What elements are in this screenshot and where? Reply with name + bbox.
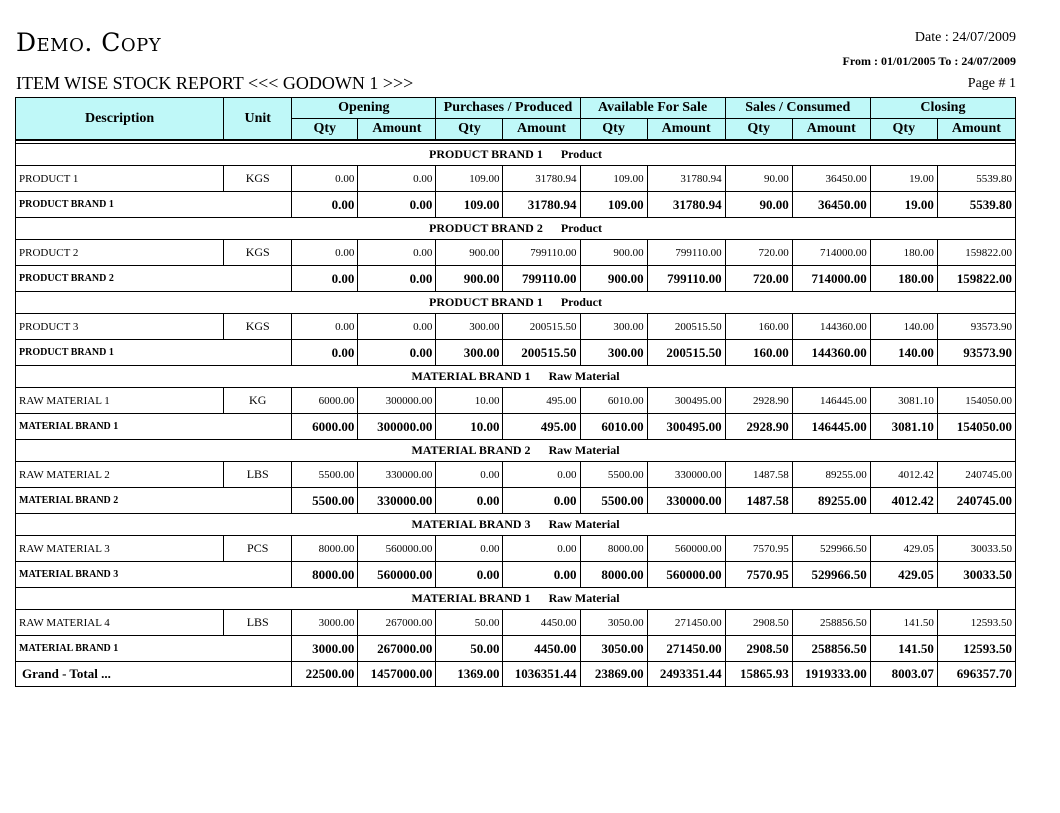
header-amount: Amount (647, 119, 725, 141)
item-value-cell: 5539.80 (937, 166, 1015, 192)
header-description: Description (16, 98, 224, 141)
subtotal-value-cell: 7570.95 (725, 562, 792, 588)
subtotal-value-cell: 5500.00 (580, 488, 647, 514)
group-header-row (16, 144, 1016, 166)
item-value-cell: 4012.42 (870, 462, 937, 488)
item-value-cell: 560000.00 (358, 536, 436, 562)
item-value-cell: 200515.50 (503, 314, 580, 340)
grand-total-value-cell: 1036351.44 (503, 662, 580, 687)
subtotal-value-cell: 0.00 (436, 488, 503, 514)
grand-total-value-cell: 15865.93 (725, 662, 792, 687)
group-header-row (16, 292, 1016, 314)
item-description: PRODUCT 3 (16, 314, 224, 340)
subtotal-value-cell: 2908.50 (725, 636, 792, 662)
item-value-cell: 50.00 (436, 610, 503, 636)
item-value-cell: 160.00 (725, 314, 792, 340)
item-unit: KGS (224, 166, 292, 192)
header-qty: Qty (870, 119, 937, 141)
item-unit: KG (224, 388, 292, 414)
item-row (16, 536, 1016, 562)
group-header-cell (16, 588, 1016, 610)
subtotal-value-cell: 10.00 (436, 414, 503, 440)
header-qty: Qty (580, 119, 647, 141)
header-qty: Qty (436, 119, 503, 141)
grand-total-value-cell: 8003.07 (870, 662, 937, 687)
subtotal-value-cell: 0.00 (358, 340, 436, 366)
group-type: Raw Material (548, 443, 620, 457)
header-group-closing: Closing (870, 98, 1015, 119)
item-value-cell: 109.00 (580, 166, 647, 192)
item-value-cell: 429.05 (870, 536, 937, 562)
header-group-purchases: Purchases / Produced (436, 98, 580, 119)
group-name: PRODUCT BRAND 2 (429, 221, 543, 235)
subtotal-value-cell: 0.00 (292, 266, 358, 292)
subtotal-value-cell: 6000.00 (292, 414, 358, 440)
item-value-cell: 8000.00 (580, 536, 647, 562)
item-value-cell: 0.00 (358, 240, 436, 266)
header-amount: Amount (937, 119, 1015, 141)
subtotal-description: MATERIAL BRAND 1 (16, 414, 292, 440)
grand-total-value-cell: 23869.00 (580, 662, 647, 687)
subtotal-value-cell: 529966.50 (792, 562, 870, 588)
subtotal-value-cell: 429.05 (870, 562, 937, 588)
subtotal-description: MATERIAL BRAND 2 (16, 488, 292, 514)
subtotal-value-cell: 31780.94 (647, 192, 725, 218)
item-value-cell: 89255.00 (792, 462, 870, 488)
subtotal-description: PRODUCT BRAND 1 (16, 340, 292, 366)
item-value-cell: 8000.00 (292, 536, 358, 562)
subtotal-value-cell: 714000.00 (792, 266, 870, 292)
subtotal-value-cell: 300000.00 (358, 414, 436, 440)
subtotal-value-cell: 300.00 (580, 340, 647, 366)
subtotal-value-cell: 0.00 (503, 488, 580, 514)
item-value-cell: 141.50 (870, 610, 937, 636)
item-unit: PCS (224, 536, 292, 562)
item-value-cell: 140.00 (870, 314, 937, 340)
item-description: RAW MATERIAL 2 (16, 462, 224, 488)
item-value-cell: 799110.00 (503, 240, 580, 266)
subtotal-value-cell: 300.00 (436, 340, 503, 366)
subtotal-description: MATERIAL BRAND 3 (16, 562, 292, 588)
header-amount: Amount (358, 119, 436, 141)
subtotal-value-cell: 180.00 (870, 266, 937, 292)
page-number: Page # 1 (967, 76, 1016, 91)
header-group-sales: Sales / Consumed (725, 98, 870, 119)
item-description: RAW MATERIAL 4 (16, 610, 224, 636)
report-title: ITEM WISE STOCK REPORT <<< GODOWN 1 >>> (16, 73, 414, 93)
report-date-range: From : 01/01/2005 To : 24/07/2009 (842, 54, 1016, 68)
item-value-cell: 330000.00 (647, 462, 725, 488)
item-value-cell: 240745.00 (937, 462, 1015, 488)
item-value-cell: 109.00 (436, 166, 503, 192)
item-description: RAW MATERIAL 3 (16, 536, 224, 562)
group-header-cell (16, 440, 1016, 462)
item-unit: LBS (224, 462, 292, 488)
subtotal-value-cell: 0.00 (358, 266, 436, 292)
subtotal-value-cell: 799110.00 (503, 266, 580, 292)
subtotal-value-cell: 90.00 (725, 192, 792, 218)
subtotal-value-cell: 900.00 (580, 266, 647, 292)
grand-total-value-cell: 22500.00 (292, 662, 358, 687)
subtotal-value-cell: 109.00 (436, 192, 503, 218)
subtotal-value-cell: 30033.50 (937, 562, 1015, 588)
subtotal-row (16, 562, 1016, 588)
subtotal-value-cell: 0.00 (436, 562, 503, 588)
subtotal-row (16, 488, 1016, 514)
group-header-cell (16, 292, 1016, 314)
subtotal-value-cell: 200515.50 (503, 340, 580, 366)
group-name: PRODUCT BRAND 1 (429, 295, 543, 309)
grand-total-row (16, 662, 1016, 687)
subtotal-value-cell: 154050.00 (937, 414, 1015, 440)
item-value-cell: 93573.90 (937, 314, 1015, 340)
item-description: RAW MATERIAL 1 (16, 388, 224, 414)
item-value-cell: 12593.50 (937, 610, 1015, 636)
item-value-cell: 495.00 (503, 388, 580, 414)
item-value-cell: 0.00 (358, 166, 436, 192)
header-amount: Amount (503, 119, 580, 141)
item-value-cell: 900.00 (436, 240, 503, 266)
item-value-cell: 0.00 (503, 536, 580, 562)
item-value-cell: 10.00 (436, 388, 503, 414)
group-header-row (16, 514, 1016, 536)
subtotal-row (16, 266, 1016, 292)
grand-total-value-cell: 1919333.00 (792, 662, 870, 687)
item-value-cell: 5500.00 (292, 462, 358, 488)
subtotal-row (16, 340, 1016, 366)
subtotal-value-cell: 146445.00 (792, 414, 870, 440)
item-value-cell: 714000.00 (792, 240, 870, 266)
group-header-cell (16, 144, 1016, 166)
subtotal-value-cell: 160.00 (725, 340, 792, 366)
group-name: MATERIAL BRAND 2 (411, 443, 531, 457)
subtotal-value-cell: 5539.80 (937, 192, 1015, 218)
subtotal-value-cell: 3081.10 (870, 414, 937, 440)
subtotal-value-cell: 267000.00 (358, 636, 436, 662)
group-name: PRODUCT BRAND 1 (429, 147, 543, 161)
group-header-cell (16, 366, 1016, 388)
item-value-cell: 3000.00 (292, 610, 358, 636)
item-value-cell: 1487.58 (725, 462, 792, 488)
subtotal-value-cell: 300495.00 (647, 414, 725, 440)
group-header-row (16, 588, 1016, 610)
group-type: Raw Material (548, 517, 620, 531)
item-row (16, 462, 1016, 488)
grand-total-value-cell: 696357.70 (937, 662, 1015, 687)
subtotal-value-cell: 799110.00 (647, 266, 725, 292)
item-value-cell: 267000.00 (358, 610, 436, 636)
item-value-cell: 159822.00 (937, 240, 1015, 266)
item-value-cell: 300.00 (436, 314, 503, 340)
group-type: Raw Material (548, 369, 620, 383)
subtotal-value-cell: 109.00 (580, 192, 647, 218)
subtotal-value-cell: 0.00 (358, 192, 436, 218)
subtotal-value-cell: 258856.50 (792, 636, 870, 662)
group-header-row (16, 366, 1016, 388)
header-unit: Unit (224, 98, 292, 141)
group-type: Product (560, 147, 602, 161)
item-value-cell: 144360.00 (792, 314, 870, 340)
group-name: MATERIAL BRAND 1 (411, 591, 531, 605)
item-row (16, 388, 1016, 414)
subtotal-value-cell: 1487.58 (725, 488, 792, 514)
subtotal-value-cell: 4450.00 (503, 636, 580, 662)
item-value-cell: 2928.90 (725, 388, 792, 414)
item-value-cell: 3081.10 (870, 388, 937, 414)
group-header-cell (16, 514, 1016, 536)
item-row (16, 610, 1016, 636)
item-value-cell: 31780.94 (503, 166, 580, 192)
group-type: Product (560, 295, 602, 309)
item-row (16, 314, 1016, 340)
group-name: MATERIAL BRAND 3 (411, 517, 531, 531)
subtotal-description: MATERIAL BRAND 1 (16, 636, 292, 662)
item-value-cell: 720.00 (725, 240, 792, 266)
item-value-cell: 0.00 (358, 314, 436, 340)
item-value-cell: 180.00 (870, 240, 937, 266)
subtotal-value-cell: 50.00 (436, 636, 503, 662)
subtotal-value-cell: 330000.00 (647, 488, 725, 514)
subtotal-value-cell: 0.00 (503, 562, 580, 588)
subtotal-value-cell: 560000.00 (647, 562, 725, 588)
item-description: PRODUCT 2 (16, 240, 224, 266)
item-value-cell: 6000.00 (292, 388, 358, 414)
table-header (16, 98, 1016, 141)
subtotal-value-cell: 900.00 (436, 266, 503, 292)
subtotal-value-cell: 330000.00 (358, 488, 436, 514)
header-group-opening: Opening (292, 98, 436, 119)
item-value-cell: 19.00 (870, 166, 937, 192)
item-value-cell: 0.00 (292, 240, 358, 266)
group-header-row (16, 218, 1016, 240)
item-value-cell: 146445.00 (792, 388, 870, 414)
item-row (16, 166, 1016, 192)
item-value-cell: 529966.50 (792, 536, 870, 562)
item-value-cell: 0.00 (292, 314, 358, 340)
item-value-cell: 900.00 (580, 240, 647, 266)
item-value-cell: 5500.00 (580, 462, 647, 488)
item-value-cell: 799110.00 (647, 240, 725, 266)
item-value-cell: 3050.00 (580, 610, 647, 636)
subtotal-value-cell: 8000.00 (292, 562, 358, 588)
item-value-cell: 31780.94 (647, 166, 725, 192)
item-value-cell: 200515.50 (647, 314, 725, 340)
item-value-cell: 90.00 (725, 166, 792, 192)
header-qty: Qty (292, 119, 358, 141)
group-header-cell (16, 218, 1016, 240)
item-row (16, 240, 1016, 266)
subtotal-description: PRODUCT BRAND 1 (16, 192, 292, 218)
stock-report-table (15, 97, 1016, 687)
subtotal-value-cell: 19.00 (870, 192, 937, 218)
item-value-cell: 0.00 (436, 462, 503, 488)
item-value-cell: 560000.00 (647, 536, 725, 562)
subtotal-value-cell: 3050.00 (580, 636, 647, 662)
subtotal-value-cell: 141.50 (870, 636, 937, 662)
item-value-cell: 4450.00 (503, 610, 580, 636)
item-value-cell: 300495.00 (647, 388, 725, 414)
item-value-cell: 0.00 (292, 166, 358, 192)
grand-total-value-cell: 1457000.00 (358, 662, 436, 687)
subtotal-value-cell: 36450.00 (792, 192, 870, 218)
group-name: MATERIAL BRAND 1 (411, 369, 531, 383)
item-value-cell: 0.00 (436, 536, 503, 562)
company-title: Demo. Copy (16, 28, 162, 57)
subtotal-value-cell: 8000.00 (580, 562, 647, 588)
subtotal-value-cell: 0.00 (292, 192, 358, 218)
subtotal-value-cell: 89255.00 (792, 488, 870, 514)
item-value-cell: 6010.00 (580, 388, 647, 414)
group-header-row (16, 440, 1016, 462)
subtotal-value-cell: 495.00 (503, 414, 580, 440)
grand-total-label: Grand - Total ... (16, 662, 292, 687)
subtotal-value-cell: 140.00 (870, 340, 937, 366)
grand-total-value-cell: 2493351.44 (647, 662, 725, 687)
subtotal-description: PRODUCT BRAND 2 (16, 266, 292, 292)
item-value-cell: 330000.00 (358, 462, 436, 488)
subtotal-value-cell: 31780.94 (503, 192, 580, 218)
subtotal-value-cell: 2928.90 (725, 414, 792, 440)
header-amount: Amount (792, 119, 870, 141)
subtotal-value-cell: 3000.00 (292, 636, 358, 662)
item-value-cell: 300.00 (580, 314, 647, 340)
subtotal-row (16, 192, 1016, 218)
item-unit: KGS (224, 314, 292, 340)
subtotal-value-cell: 93573.90 (937, 340, 1015, 366)
subtotal-value-cell: 720.00 (725, 266, 792, 292)
subtotal-value-cell: 560000.00 (358, 562, 436, 588)
item-value-cell: 271450.00 (647, 610, 725, 636)
subtotal-value-cell: 5500.00 (292, 488, 358, 514)
item-unit: LBS (224, 610, 292, 636)
subtotal-value-cell: 159822.00 (937, 266, 1015, 292)
subtotal-value-cell: 6010.00 (580, 414, 647, 440)
subtotal-value-cell: 144360.00 (792, 340, 870, 366)
item-value-cell: 258856.50 (792, 610, 870, 636)
header-group-available: Available For Sale (580, 98, 725, 119)
subtotal-value-cell: 0.00 (292, 340, 358, 366)
subtotal-value-cell: 271450.00 (647, 636, 725, 662)
table-body (16, 140, 1016, 687)
grand-total-value-cell: 1369.00 (436, 662, 503, 687)
subtotal-value-cell: 240745.00 (937, 488, 1015, 514)
item-value-cell: 2908.50 (725, 610, 792, 636)
item-description: PRODUCT 1 (16, 166, 224, 192)
subtotal-row (16, 636, 1016, 662)
subtotal-value-cell: 4012.42 (870, 488, 937, 514)
report-date: Date : 24/07/2009 (914, 30, 1016, 45)
subtotal-row (16, 414, 1016, 440)
item-unit: KGS (224, 240, 292, 266)
group-type: Raw Material (548, 591, 620, 605)
item-value-cell: 30033.50 (937, 536, 1015, 562)
subtotal-value-cell: 12593.50 (937, 636, 1015, 662)
header-qty: Qty (725, 119, 792, 141)
item-value-cell: 0.00 (503, 462, 580, 488)
subtotal-value-cell: 200515.50 (647, 340, 725, 366)
item-value-cell: 7570.95 (725, 536, 792, 562)
group-type: Product (560, 221, 602, 235)
item-value-cell: 154050.00 (937, 388, 1015, 414)
item-value-cell: 36450.00 (792, 166, 870, 192)
item-value-cell: 300000.00 (358, 388, 436, 414)
